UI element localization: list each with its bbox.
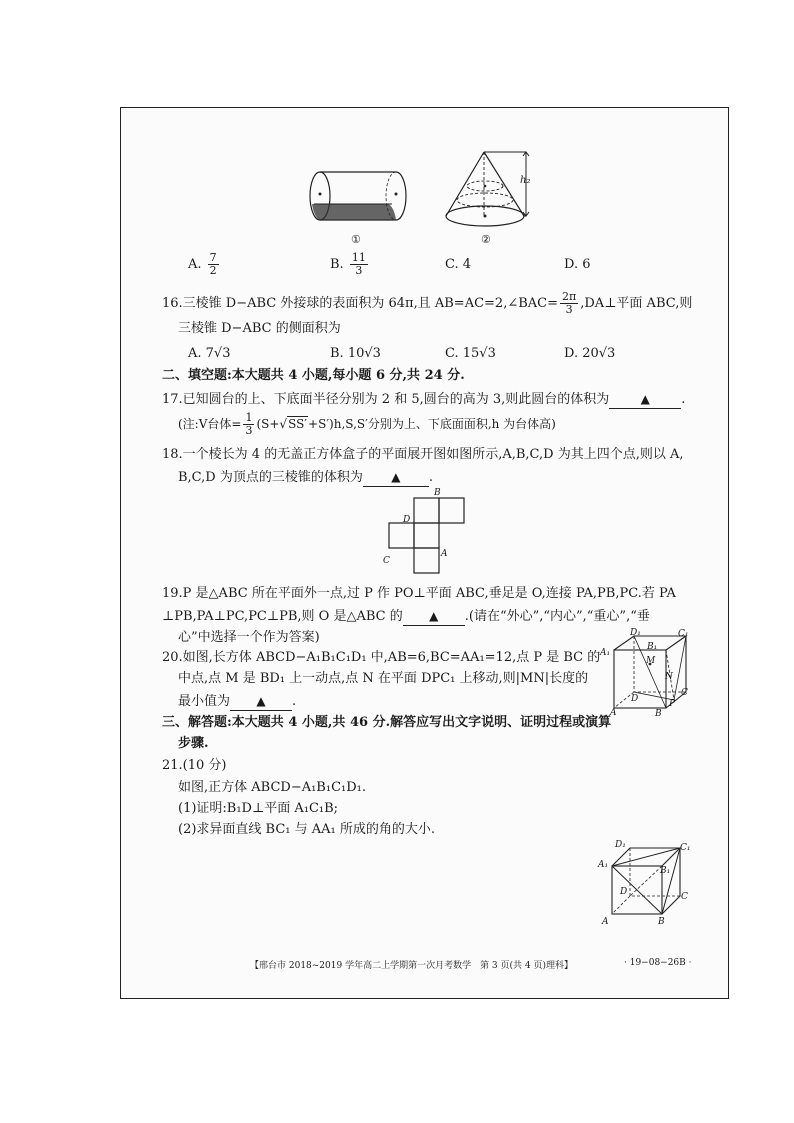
q19-line2: ⊥PB,PA⊥PC,PC⊥PB,则 O 是△ABC 的 ▲ .(请在“外心”,“内心”,“重心”,“垂 xyxy=(162,609,650,624)
q21-line2: (1)证明:B₁D⊥平面 A₁C₁B; xyxy=(178,801,339,816)
q15-option-b: B. $\frac{11}{3}$ xyxy=(330,251,366,277)
q20-line2: 中点,点 M 是 BD₁ 上一动点,点 N 在平面 DPC₁ 上移动,则|MN|长度的 xyxy=(178,671,589,686)
fig20-label-d: D xyxy=(631,694,639,704)
figure-cylinder xyxy=(308,160,408,232)
fig21-label-c: C xyxy=(681,892,688,902)
q16-line1: 16.三棱锥 D−ABC 外接球的表面积为 64π,且 AB=AC=2,∠BAC= $\frac{2\pi}{3}$ ,DA⊥平面 ABC,则 xyxy=(162,290,693,316)
q16-option-a: A. 7√3 xyxy=(188,346,231,361)
q21-line3: (2)求异面直线 BC₁ 与 AA₁ 所成的角的大小. xyxy=(178,822,436,837)
q17-answer-blank[interactable]: ▲ xyxy=(609,390,681,409)
q19-line3: 心”中选择一个作为答案) xyxy=(178,630,320,645)
fig20-label-m: M xyxy=(646,656,656,666)
net-label-c: C xyxy=(383,556,390,566)
footer-left: 【邢台市 2018~2019 学年高二上学期第一次月考数学 第 3 页(共 4 页)理科】 xyxy=(250,961,573,971)
figure-cube-net xyxy=(384,486,474,576)
fig21-label-d: D xyxy=(620,887,628,897)
q16-option-b: B. 10√3 xyxy=(330,346,381,361)
fig21-label-d1: D₁ xyxy=(615,840,626,850)
fig20-label-d1: D₁ xyxy=(630,628,641,638)
fig21-label-a: A xyxy=(602,917,609,927)
cone-height-label: h₂ xyxy=(520,175,531,186)
fig20-label-p: P xyxy=(669,699,676,709)
q16-option-c: C. 15√3 xyxy=(445,346,496,361)
footer-right: · 19−08−26B · xyxy=(624,958,692,968)
figure-1-label: ① xyxy=(351,233,361,246)
q16-option-d: D. 20√3 xyxy=(564,346,616,361)
q21-line1: 如图,正方体 ABCD−A₁B₁C₁D₁. xyxy=(178,780,366,795)
q20-line3: 最小值为 ▲ . xyxy=(178,694,297,709)
fig21-label-a1: A₁ xyxy=(598,860,609,870)
q21-head: 21.(10 分) xyxy=(162,758,227,773)
fig20-label-a1: A₁ xyxy=(600,648,611,658)
net-label-d: D xyxy=(403,515,411,525)
figure-2-label: ② xyxy=(481,233,491,246)
fig20-label-a: A xyxy=(610,708,617,718)
fig20-label-n: N xyxy=(665,672,673,682)
q19-answer-blank[interactable]: ▲ xyxy=(403,607,465,626)
q19-line1: 19.P 是△ABC 所在平面外一点,过 P 作 PO⊥平面 ABC,垂足是 O,连接 PA,PB,PC.若 PA xyxy=(162,586,676,601)
q15-option-c: C. 4 xyxy=(445,257,472,272)
figure-cube-q21 xyxy=(600,838,692,920)
fig20-label-b1: B₁ xyxy=(647,642,658,652)
q17-note: (注:V台体= $\frac{1}{3}$ (S+√SS′+S′)h,S,S′分别为上、下底面面积,h 为台体高) xyxy=(178,411,556,437)
fig21-label-b: B xyxy=(658,917,665,927)
net-label-b: B xyxy=(434,488,441,498)
q20-answer-blank[interactable]: ▲ xyxy=(230,692,292,711)
section-2-heading: 二、填空题:本大题共 4 小题,每小题 6 分,共 24 分. xyxy=(162,368,465,383)
section-3-heading-line2: 步骤. xyxy=(178,736,209,751)
net-label-a: A xyxy=(441,549,448,559)
q18-line2: B,C,D 为顶点的三棱锥的体积为 ▲ . xyxy=(178,470,433,485)
fig21-label-c1: C₁ xyxy=(680,843,691,853)
q18-answer-blank[interactable]: ▲ xyxy=(363,468,429,487)
figure-cone xyxy=(440,148,540,236)
q20-line1: 20.如图,长方体 ABCD−A₁B₁C₁D₁ 中,AB=6,BC=AA₁=12,点 P 是 BC 的 xyxy=(162,650,601,665)
fig20-label-c1: C₁ xyxy=(678,629,689,639)
q16-line2: 三棱锥 D−ABC 的侧面积为 xyxy=(178,321,341,336)
fig21-label-b1: B₁ xyxy=(660,866,671,876)
q15-option-a: A. $\frac{7}{2}$ xyxy=(188,251,217,277)
q18-line1: 18.一个棱长为 4 的无盖正方体盒子的平面展开图如图所示,A,B,C,D 为其上四个点,则以 A, xyxy=(162,447,684,462)
q17-line1: 17.已知圆台的上、下底面半径分别为 2 和 5,圆台的高为 3,则此圆台的体积为 ▲ . xyxy=(162,392,686,407)
fig20-label-b: B xyxy=(655,709,662,719)
q15-option-d: D. 6 xyxy=(564,257,591,272)
section-3-heading-line1: 三、解答题:本大题共 4 小题,共 46 分.解答应写出文字说明、证明过程或演算 xyxy=(162,715,612,730)
fig20-label-c: C xyxy=(681,688,688,698)
